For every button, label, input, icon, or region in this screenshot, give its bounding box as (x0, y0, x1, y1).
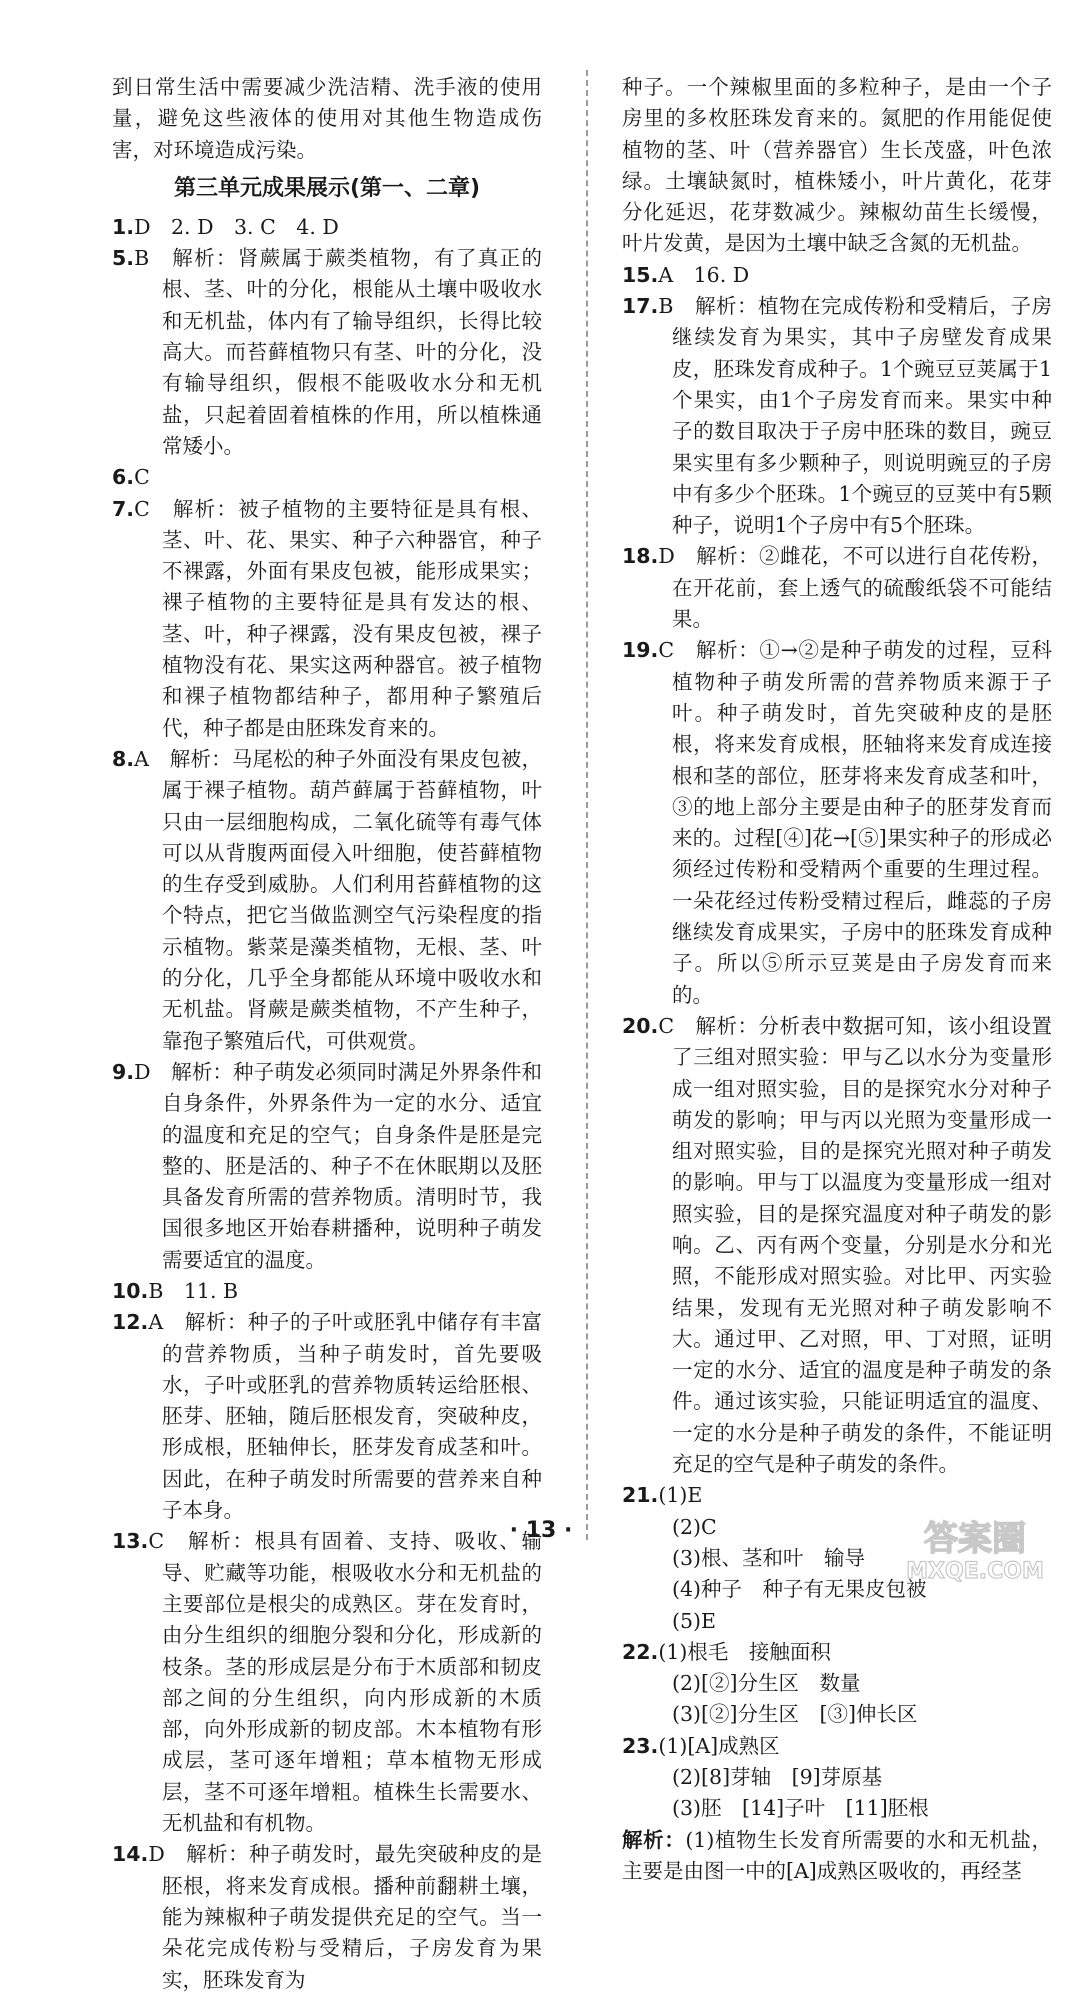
item-number: 14. (112, 1842, 149, 1867)
item-text: D 解析：②雌花，不可以进行自花传粉，在开花前，套上透气的硫酸纸袋不可能结果。 (658, 544, 1052, 632)
intro-paragraph: 到日常生活中需要减少洗洁精、洗手液的使用量，避免这些液体的使用对其他生物造成伤害，对环境造成污染。 (112, 75, 542, 162)
item-text: B 11. B (148, 1278, 239, 1303)
answer-item (622, 260, 1052, 291)
answer-item (622, 1011, 1052, 1480)
item-text: A 解析：种子的子叶或胚乳中储存有丰富的营养物质，当种子萌发时，首先要吸水，子叶或胚乳的营养物质转运给胚根、胚芽、胚轴，随后胚根发育，突破种皮，形成根，胚轴伸长，胚芽发育成茎和叶。因此，在种子萌发时所需要的营养来自种子本身。 (148, 1310, 542, 1523)
item-number: 22. (622, 1639, 659, 1664)
q21-line: (2)C (672, 1514, 717, 1539)
question-22 (622, 1637, 1052, 1731)
q22-line (622, 1637, 1052, 1668)
item-text: B 解析：植物在完成传粉和受精后，子房继续发育为果实，其中子房壁发育成果皮，胚珠发育成种子。1个豌豆豆荚属于1个果实，由1个子房发育而来。果实中种子的数目取决于子房中胚珠的数目，豌豆果实里有多少颗种子，则说明豌豆的子房中有多少个胚珠。1个豌豆的豆荚中有5颗种子，说明1个子房中有5个胚珠。 (658, 294, 1052, 538)
item-number: 18. (622, 544, 659, 569)
watermark-logo (890, 1508, 1060, 1586)
q21-line-text: (1)E (658, 1483, 703, 1508)
q21-line: (5)E (672, 1608, 717, 1633)
item-text: B 解析：肾蕨属于蕨类植物，有了真正的根、茎、叶的分化，根能从土壤中吸收水和无机盐，体内有了输导组织，长得比较高大。而苔藓植物只有茎、叶的分化，没有输导组织，假根不能吸收水分和无机盐，只起着固着植株的作用，所以植株通常矮小。 (134, 246, 542, 458)
item-text: C 解析：①→②是种子萌发的过程，豆科植物种子萌发所需的营养物质来源于子叶。种子萌发时，首先突破种皮的是胚根，将来发育成根，胚轴将来发育成连接根和茎的部位，胚芽将来发育成茎和叶，③的地上部分主要是由种子的胚芽发育而来的。过程[④]花→[⑤]果实种子的形成必须经过传粉和受精两个重要的生理过程。一朵花经过传粉受精过程后，雌蕊的子房继续发育成果实，子房中的胚珠发育成种子。所以⑤所示豆荚是由子房发育而来的。 (658, 638, 1052, 1007)
item-text: C 解析：被子植物的主要特征是具有根、茎、叶、花、果实、种子六种器官，种子不裸露，外面有果皮包被，能形成果实；裸子植物的主要特征是具有发达的根、茎、叶，种子裸露，没有果皮包被，裸子植物没有花、果实这两种器官。被子植物和裸子植物都结种子，都用种子繁殖后代，种子都是由胚珠发育来的。 (134, 496, 542, 740)
item-text: A 16. D (658, 262, 750, 287)
q22-line: (2)[②]分生区 数量 (672, 1671, 861, 1696)
answer-item (622, 291, 1052, 541)
item-text: C (134, 465, 150, 490)
item-number: 7. (112, 496, 135, 521)
item-number: 9. (112, 1059, 135, 1084)
q23-line-text: (1)[A]成熟区 (658, 1733, 780, 1758)
item-text: C 解析：分析表中数据可知，该小组设置了三组对照实验：甲与乙以水分为变量形成一组对照实验，目的是探究水分对种子萌发的影响；甲与丙以光照为变量形成一组对照实验，目的是探究光照对种子萌发的影响。甲与丁以温度为变量形成一组对照实验，目的是探究温度对种子萌发的影响。乙、丙有两个变量，分别是水分和光照，不能形成对照实验。对比甲、丙实验结果，发现有无光照对种子萌发影响不大。通过甲、乙对照，甲、丁对照，证明一定的水分、适宜的温度是种子萌发的条件。通过该实验，只能证明适宜的温度、一定的水分是种子萌发的条件，不能证明充足的空气是种子萌发的条件。 (658, 1013, 1052, 1477)
q21-line (622, 1480, 1052, 1511)
section-title: 第三单元成果展示(第一、二章) (173, 175, 481, 201)
item-text: D 解析：种子萌发时，最先突破种皮的是胚根，将来发育成根。播种前翻耕土壤，能为辣椒种子萌发提供充足的空气。当一朵花完成传粉与受精后，子房发育为果实，胚珠发育为 (148, 1842, 542, 1992)
watermark-line2: MXQE.COM (906, 1559, 1044, 1584)
left-column (112, 72, 542, 1996)
answer-item (112, 1276, 542, 1307)
question-23 (622, 1731, 1052, 1887)
q22-line: (3)[②]分生区 [③]伸长区 (672, 1702, 918, 1727)
item-number: 10. (112, 1278, 149, 1303)
analysis-text: (1)植物生长发育所需要的水和无机盐，主要是由图一中的[A]成熟区吸收的，再经茎 (622, 1827, 1052, 1883)
answer-item (622, 541, 1052, 635)
right-column (622, 72, 1052, 1887)
item-number: 6. (112, 465, 135, 490)
q21-line: (3)根、茎和叶 输导 (672, 1545, 866, 1570)
item-number: 15. (622, 262, 659, 287)
item-text: C 解析：根具有固着、支持、吸收、输导、贮藏等功能，根吸收水分和无机盐的主要部位是根尖的成熟区。芽在发育时，由分生组织的细胞分裂和分化，形成新的枝条。茎的形成层是分布于木质部和韧皮部之间的分生组织，向内形成新的木质部，向外形成新的韧皮部。木本植物有形成层，茎可逐年增粗；草本植物无形成层，茎不可逐年增粗。植株生长需要水、无机盐和有机物。 (148, 1529, 542, 1836)
item-number: 23. (622, 1733, 659, 1758)
answer-item (112, 494, 542, 744)
column-divider (586, 70, 588, 1540)
item-number: 17. (622, 294, 659, 319)
item-text: D 解析：种子萌发必须同时满足外界条件和自身条件，外界条件为一定的水分、适宜的温度和充足的空气；自身条件是胚是完整的、胚是活的、种子不在休眠期以及胚具备发育所需的营养物质。清明时节，我国很多地区开始春耕播种，说明种子萌发需要适宜的温度。 (134, 1059, 542, 1272)
answer-item (112, 462, 542, 493)
answer-item (112, 744, 542, 1057)
page-number: · 13 · (509, 1518, 573, 1543)
item-number: 1. (112, 214, 135, 239)
answer-item (112, 243, 542, 462)
item-number: 8. (112, 746, 135, 771)
q23-line: (3)胚 [14]子叶 [11]胚根 (672, 1796, 929, 1821)
answer-item (112, 1526, 542, 1839)
q23-line: (2)[8]芽轴 [9]芽原基 (672, 1765, 883, 1790)
item-number: 21. (622, 1483, 659, 1508)
item-number: 20. (622, 1013, 659, 1038)
item-number: 19. (622, 638, 659, 663)
watermark-line1: 答案圈 (924, 1519, 1026, 1559)
continuation-paragraph: 种子。一个辣椒里面的多粒种子，是由一个子房里的多枚胚珠发育来的。氮肥的作用能促使植物的茎、叶（营养器官）生长茂盛，叶色浓绿。土壤缺氮时，植株矮小，叶片黄化，花芽分化延迟，花芽数减少。辣椒幼苗生长缓慢，叶片发黄，是因为土壤中缺乏含氮的无机盐。 (622, 75, 1052, 256)
q21-line: (4)种子 种子有无果皮包被 (672, 1577, 927, 1602)
answer-item (112, 1839, 542, 1995)
answer-item (112, 1307, 542, 1526)
item-number: 12. (112, 1310, 149, 1335)
item-number: 5. (112, 246, 135, 271)
q23-line (622, 1731, 1052, 1762)
item-text: A 解析：马尾松的种子外面没有果皮包被，属于裸子植物。葫芦藓属于苔藓植物，叶只由一层细胞构成，二氧化硫等有毒气体可以从背腹两面侵入叶细胞，使苔藓植物的生存受到威胁。人们利用苔藓植物的这个特点，把它当做监测空气污染程度的指示植物。紫菜是藻类植物，无根、茎、叶的分化，几乎全身都能从环境中吸收水和无机盐。肾蕨是蕨类植物，不产生种子，靠孢子繁殖后代，可供观赏。 (134, 746, 542, 1053)
answer-item (112, 212, 542, 243)
answer-item (112, 1057, 542, 1276)
item-number: 13. (112, 1529, 149, 1554)
q23-analysis (622, 1825, 1052, 1888)
analysis-tag: 解析： (622, 1827, 686, 1852)
answer-item (622, 635, 1052, 1011)
q22-line-text: (1)根毛 接触面积 (658, 1639, 831, 1664)
item-text: D 2. D 3. C 4. D (134, 214, 339, 239)
